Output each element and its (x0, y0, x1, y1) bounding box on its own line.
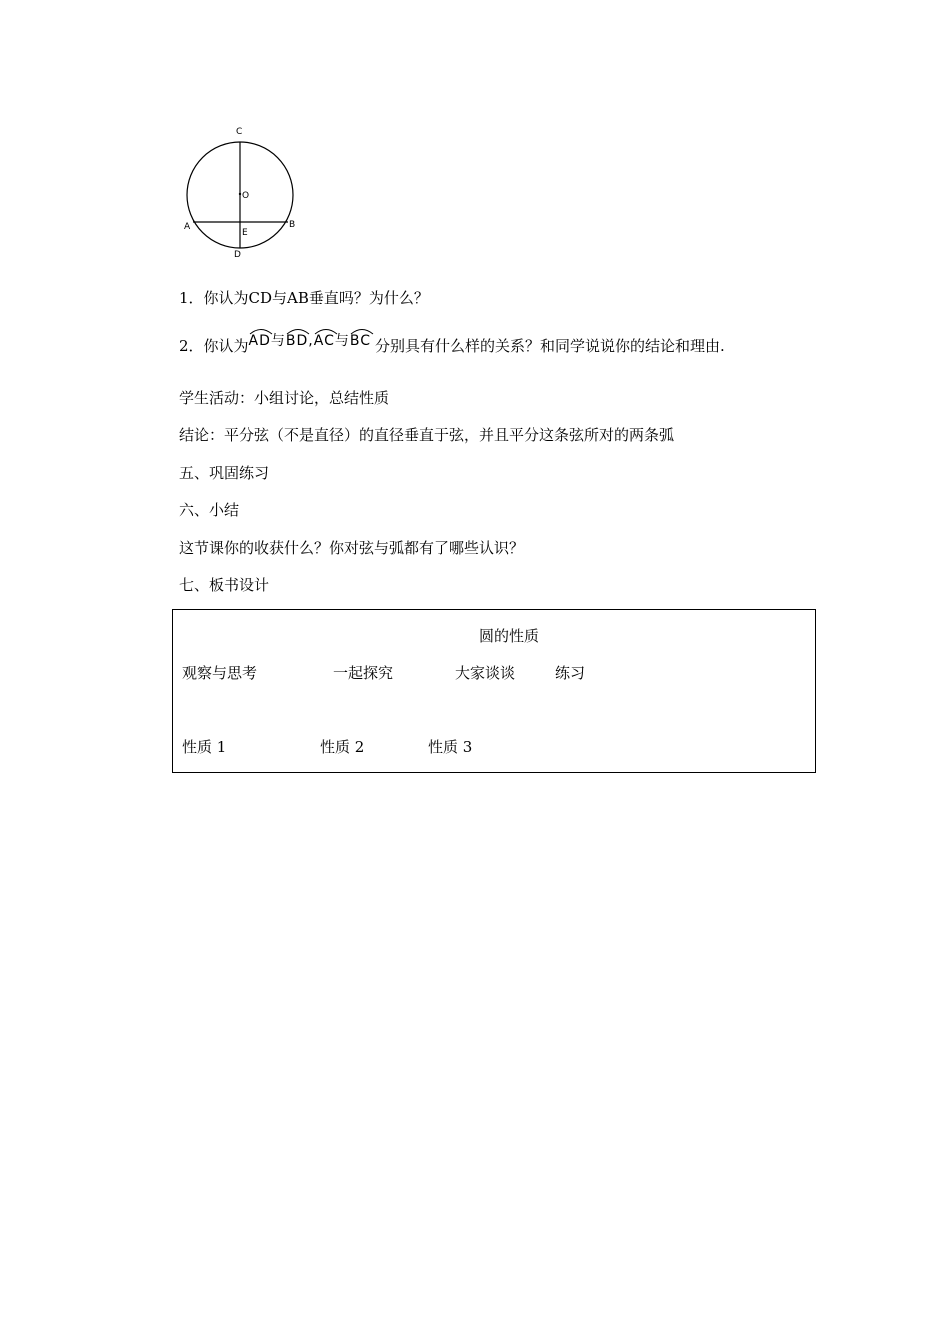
conclusion: 结论：平分弦（不是直径）的直径垂直于弦，并且平分这条弦所对的两条弧 (179, 426, 675, 444)
section-7-heading: 七、板书设计 (179, 576, 270, 594)
question-2-prefix: 2．你认为 (179, 337, 249, 355)
arc-ad: AD (249, 331, 271, 351)
arc-bd: BD (286, 331, 308, 351)
label-a: A (184, 222, 191, 232)
arc-ac: AC (314, 331, 335, 351)
arc-bc: BC (350, 331, 371, 351)
board-item-observe: 观察与思考 (182, 664, 258, 682)
board-design-box (172, 609, 816, 773)
label-b: B (289, 220, 296, 230)
label-c: C (236, 127, 243, 137)
board-item-explore: 一起探究 (333, 664, 394, 682)
question-1: 1．你认为CD与AB垂直吗？为什么？ (179, 289, 429, 307)
circle-diagram (176, 120, 316, 265)
arc-and-2: 与 (334, 333, 350, 349)
board-item-discuss: 大家谈谈 (455, 664, 516, 682)
board-item-practice: 练习 (555, 664, 586, 682)
question-2-suffix: 分别具有什么样的关系？和同学说说你的结论和理由. (375, 337, 725, 355)
question-2 (179, 333, 725, 357)
summary-question: 这节课你的收获什么？你对弦与弧都有了哪些认识？ (179, 539, 525, 557)
label-o: O (242, 191, 250, 201)
board-title: 圆的性质 (479, 627, 540, 645)
arc-comma: , (308, 333, 314, 349)
board-property-2: 性质 2 (320, 738, 365, 756)
center-point (239, 193, 241, 195)
section-5-heading: 五、巩固练习 (179, 464, 270, 482)
board-property-3: 性质 3 (428, 738, 473, 756)
board-property-1: 性质 1 (182, 738, 227, 756)
arc-expression (249, 331, 371, 351)
section-6-heading: 六、小结 (179, 501, 240, 519)
label-d: D (234, 250, 241, 260)
arc-and-1: 与 (270, 333, 286, 349)
label-e: E (242, 228, 248, 238)
student-activity: 学生活动：小组讨论，总结性质 (179, 389, 390, 407)
